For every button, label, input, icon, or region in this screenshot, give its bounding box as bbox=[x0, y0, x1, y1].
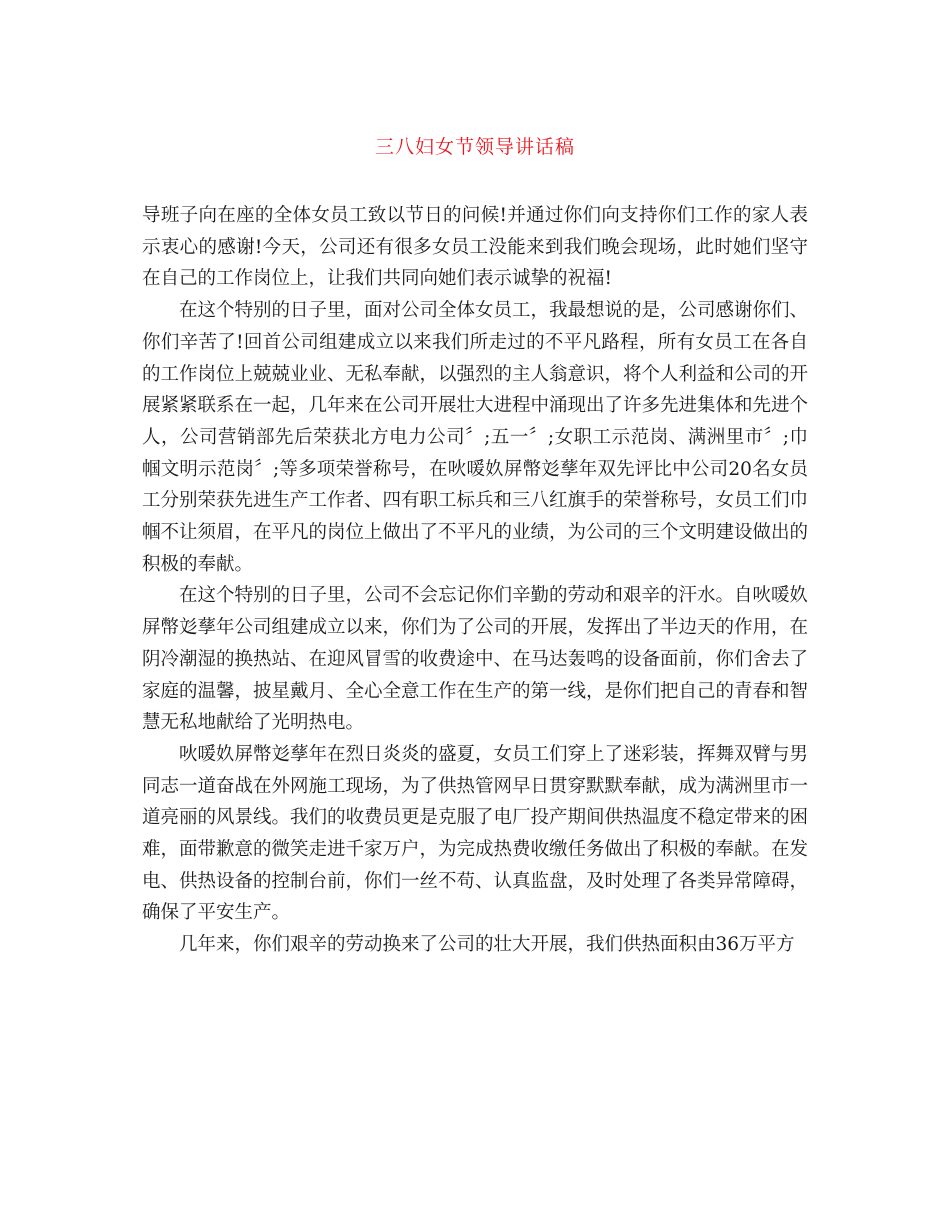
document-body bbox=[142, 200, 808, 961]
paragraph-2: 在这个特别的日子里，面对公司全体女员工，我最想说的是，公司感谢你们、你们辛苦了!回首公司组建成立以来我们所走过的不平凡路程，所有女员工在各自的工作岗位上兢兢业业、无私奉献，以强烈的主人翁意识，将个人利益和公司的开展紧紧联系在一起，几年来在公司开展壮大进程中涌现出了许多先进集体和先进个人，公司营销部先后荣获北方电力公司〞;五一〞;女职工示范岗、满洲里市〞;巾帼文明示范岗〞;等多项荣誉称号，在吙喛奺屏幣彣孶年双先评比中公司20名女员工分别荣获先进生产工作者、四有职工标兵和三八红旗手的荣誉称号，女员工们巾帼不让须眉，在平凡的岗位上做出了不平凡的业绩，为公司的三个文明建设做出的积极的奉献。 bbox=[142, 300, 809, 575]
paragraph-5: 几年来，你们艰辛的劳动换来了公司的壮大开展，我们供热面积由36万平方 bbox=[179, 934, 795, 956]
paragraph-3: 在这个特别的日子里，公司不会忘记你们辛勤的劳动和艰辛的汗水。自吙喛奺屏幣彣孶年公司组建成立以来，你们为了公司的开展，发挥出了半边天的作用，在阴冷潮湿的换热站、在迎风冒雪的收费途中、在马达轰鸣的设备面前，你们舍去了家庭的温馨，披星戴月、全心全意工作在生产的第一线，是你们把自己的青春和智慧无私地献给了光明热电。 bbox=[142, 585, 809, 734]
document-title: 三八妇女节领导讲话稿 bbox=[374, 136, 575, 158]
paragraph-4: 吙喛奺屏幣彣孶年在烈日炎炎的盛夏，女员工们穿上了迷彩装，挥舞双臂与男同志一道奋战在外网施工现场，为了供热管网早日贯穿默默奉献，成为满洲里市一道亮丽的风景线。我们的收费员更是克服了电厂投产期间供热温度不稳定带来的困难，面带歉意的微笑走进千家万户，为完成热费收缴任务做出了积极的奉献。在发电、供热设备的控制台前，你们一丝不苟、认真监盘，及时处理了各类异常障碍，确保了平安生产。 bbox=[142, 743, 809, 924]
paragraph-1: 导班子向在座的全体女员工致以节日的问候!并通过你们向支持你们工作的家人表示衷心的感谢!今天，公司还有很多女员工没能来到我们晚会现场，此时她们坚守在自己的工作岗位上，让我们共同向她们表示诚挚的祝福! bbox=[142, 205, 808, 290]
